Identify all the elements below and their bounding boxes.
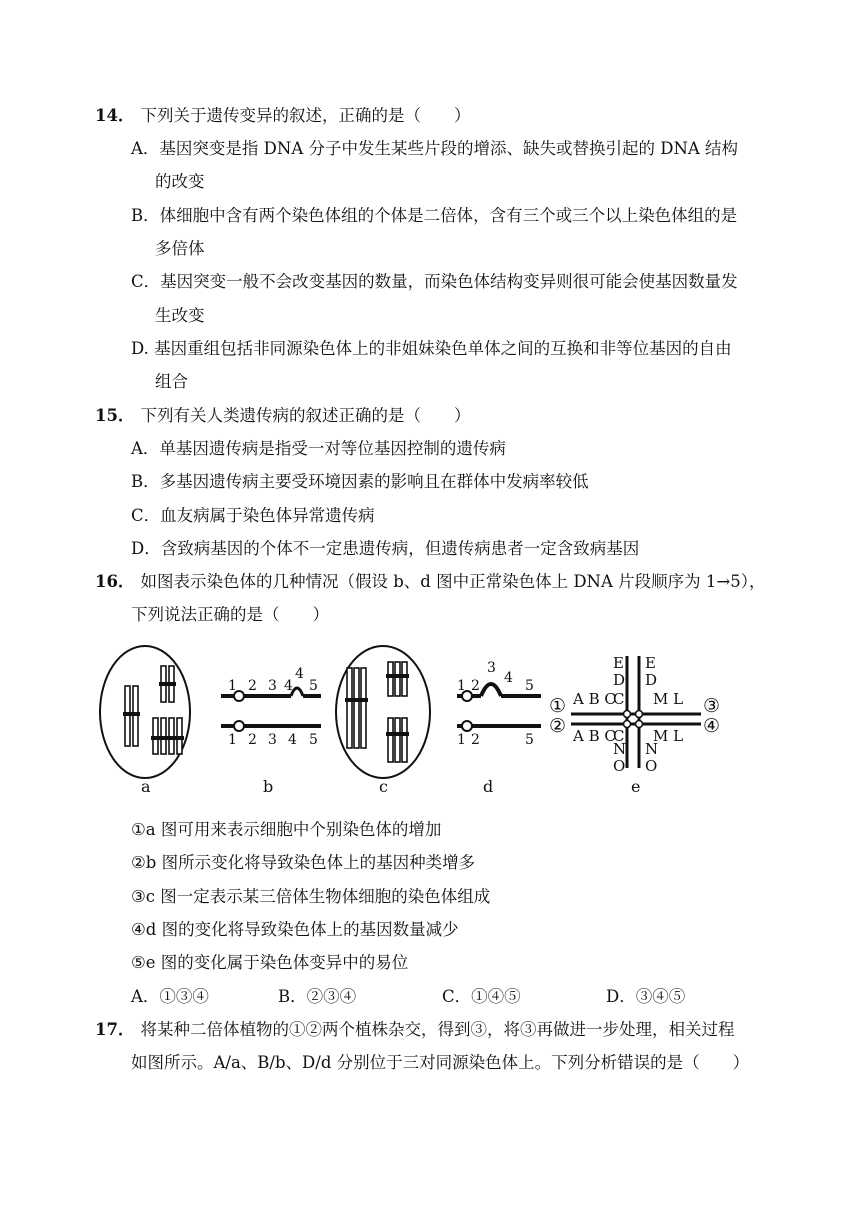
q16-statement-1: ①a 图可用来表示细胞中个别染色体的增加 xyxy=(131,820,442,839)
e-lower-right-N: N xyxy=(645,740,659,758)
question-number: 14． xyxy=(95,106,135,125)
chromosome-figure xyxy=(95,640,765,800)
q14-option-c-cont: 生改变 xyxy=(155,306,205,325)
panel-b xyxy=(221,666,321,748)
e-right-top-label: M L xyxy=(653,690,684,708)
question-14-stem xyxy=(95,106,470,126)
d-top-label-3: 3 xyxy=(487,660,496,676)
e-lower-left-O: O xyxy=(613,757,626,775)
q16-choice-b: B．②③④ xyxy=(278,987,357,1006)
e-circle-2: ② xyxy=(549,715,567,737)
panel-label-b: b xyxy=(263,777,274,796)
d-bottom-label-1: 1 xyxy=(457,732,466,748)
question-number: 16． xyxy=(95,572,135,591)
e-circle-1: ① xyxy=(549,695,567,717)
b-bottom-label-1: 1 xyxy=(228,732,237,748)
q16-statement-5: ⑤e 图的变化属于染色体变异中的易位 xyxy=(131,953,409,972)
b-top-label-5: 5 xyxy=(309,678,318,694)
e-left-top-label: A B C xyxy=(573,690,616,708)
panel-e xyxy=(549,654,720,775)
d-top-label-5: 5 xyxy=(525,678,534,694)
b-bottom-label-2: 2 xyxy=(248,732,257,748)
d-bottom-label-5: 5 xyxy=(525,732,534,748)
q15-option-b: B．多基因遗传病主要受环境因素的影响且在群体中发病率较低 xyxy=(131,472,589,491)
e-lower-left-C: C xyxy=(613,727,625,745)
d-top-label-2: 2 xyxy=(471,678,480,694)
panel-d xyxy=(457,660,541,748)
q16-statement-2: ②b 图所示变化将导致染色体上的基因种类增多 xyxy=(131,853,476,872)
q16-choice-c: C．①④⑤ xyxy=(442,987,521,1006)
question-text: 下列有关人类遗传病的叙述正确的是（ ） xyxy=(140,406,471,425)
d-top-label-4: 4 xyxy=(504,670,513,686)
e-upper-left-D: D xyxy=(613,671,626,689)
panel-label-a: a xyxy=(141,777,151,796)
b-bottom-label-5: 5 xyxy=(309,732,318,748)
e-upper-left-E: E xyxy=(613,654,624,672)
question-text: 下列关于遗传变异的叙述，正确的是（ ） xyxy=(140,106,471,125)
b-bottom-label-4: 4 xyxy=(288,732,297,748)
e-upper-right-D: D xyxy=(645,671,658,689)
q15-option-a: A．单基因遗传病是指受一对等位基因控制的遗传病 xyxy=(131,439,506,458)
q14-option-c: C．基因突变一般不会改变基因的数量，而染色体结构变异则很可能会使基因数量发 xyxy=(131,272,738,291)
e-upper-left-C: C xyxy=(613,690,625,708)
e-circle-4: ④ xyxy=(703,715,721,737)
q16-statement-4: ④d 图的变化将导致染色体上的基因数量减少 xyxy=(131,920,459,939)
q16-choice-a: A．①③④ xyxy=(131,987,209,1006)
d-bottom-label-2: 2 xyxy=(471,732,480,748)
b-top-label-4: 4 xyxy=(284,678,293,694)
question-17-stem-cont: 如图所示。A/a、B/b、D/d 分别位于三对同源染色体上。下列分析错误的是（ ） xyxy=(131,1053,750,1072)
question-15-stem xyxy=(95,406,470,426)
panel-label-e: e xyxy=(631,777,641,796)
question-number: 15． xyxy=(95,406,135,425)
e-right-bottom-label: M L xyxy=(653,727,684,745)
q16-choice-d: D．③④⑤ xyxy=(606,987,686,1006)
d-top-label-1: 1 xyxy=(457,678,466,694)
e-lower-left-N: N xyxy=(613,740,627,758)
q16-statement-3: ③c 图一定表示某三倍体生物体细胞的染色体组成 xyxy=(131,887,491,906)
question-16-stem xyxy=(95,572,765,592)
b-top-label-4-dup: 4 xyxy=(295,666,304,682)
q14-option-b-cont: 多倍体 xyxy=(155,239,205,258)
cell-a-chromosomes xyxy=(125,666,182,754)
panel-label-c: c xyxy=(379,777,388,796)
q14-option-a: A．基因突变是指 DNA 分子中发生某些片段的增添、缺失或替换引起的 DNA 结构 xyxy=(131,139,739,158)
e-left-bottom-label: A B C xyxy=(573,727,616,745)
e-circle-3: ③ xyxy=(703,695,721,717)
b-bottom-label-3: 3 xyxy=(268,732,277,748)
e-lower-right-O: O xyxy=(645,757,658,775)
q14-option-a-cont: 的改变 xyxy=(155,172,205,191)
question-17-stem xyxy=(95,1020,734,1040)
panel-label-d: d xyxy=(483,777,494,796)
b-top-label-1: 1 xyxy=(228,678,237,694)
cell-a-outline xyxy=(100,646,190,778)
q14-option-b: B．体细胞中含有两个染色体组的个体是二倍体，含有三个或三个以上染色体组的是 xyxy=(131,206,738,225)
q14-option-d-cont: 组合 xyxy=(155,372,188,391)
question-text: 如图表示染色体的几种情况（假设 b、d 图中正常染色体上 DNA 片段顺序为 1→5）， xyxy=(140,572,766,591)
b-top-label-2: 2 xyxy=(248,678,257,694)
q14-option-d: D. 基因重组包括非同源染色体上的非姐妹染色单体之间的互换和非等位基因的自由 xyxy=(131,339,732,358)
question-number: 17． xyxy=(95,1020,135,1039)
question-text: 将某种二倍体植物的①②两个植株杂交，得到③，将③再做进一步处理，相关过程 xyxy=(140,1020,735,1039)
q15-option-d: D．含致病基因的个体不一定患遗传病，但遗传病患者一定含致病基因 xyxy=(131,539,640,558)
question-16-stem-cont: 下列说法正确的是（ ） xyxy=(131,605,329,624)
e-upper-right-E: E xyxy=(645,654,656,672)
b-top-label-3: 3 xyxy=(268,678,277,694)
q15-option-c: C．血友病属于染色体异常遗传病 xyxy=(131,506,375,525)
